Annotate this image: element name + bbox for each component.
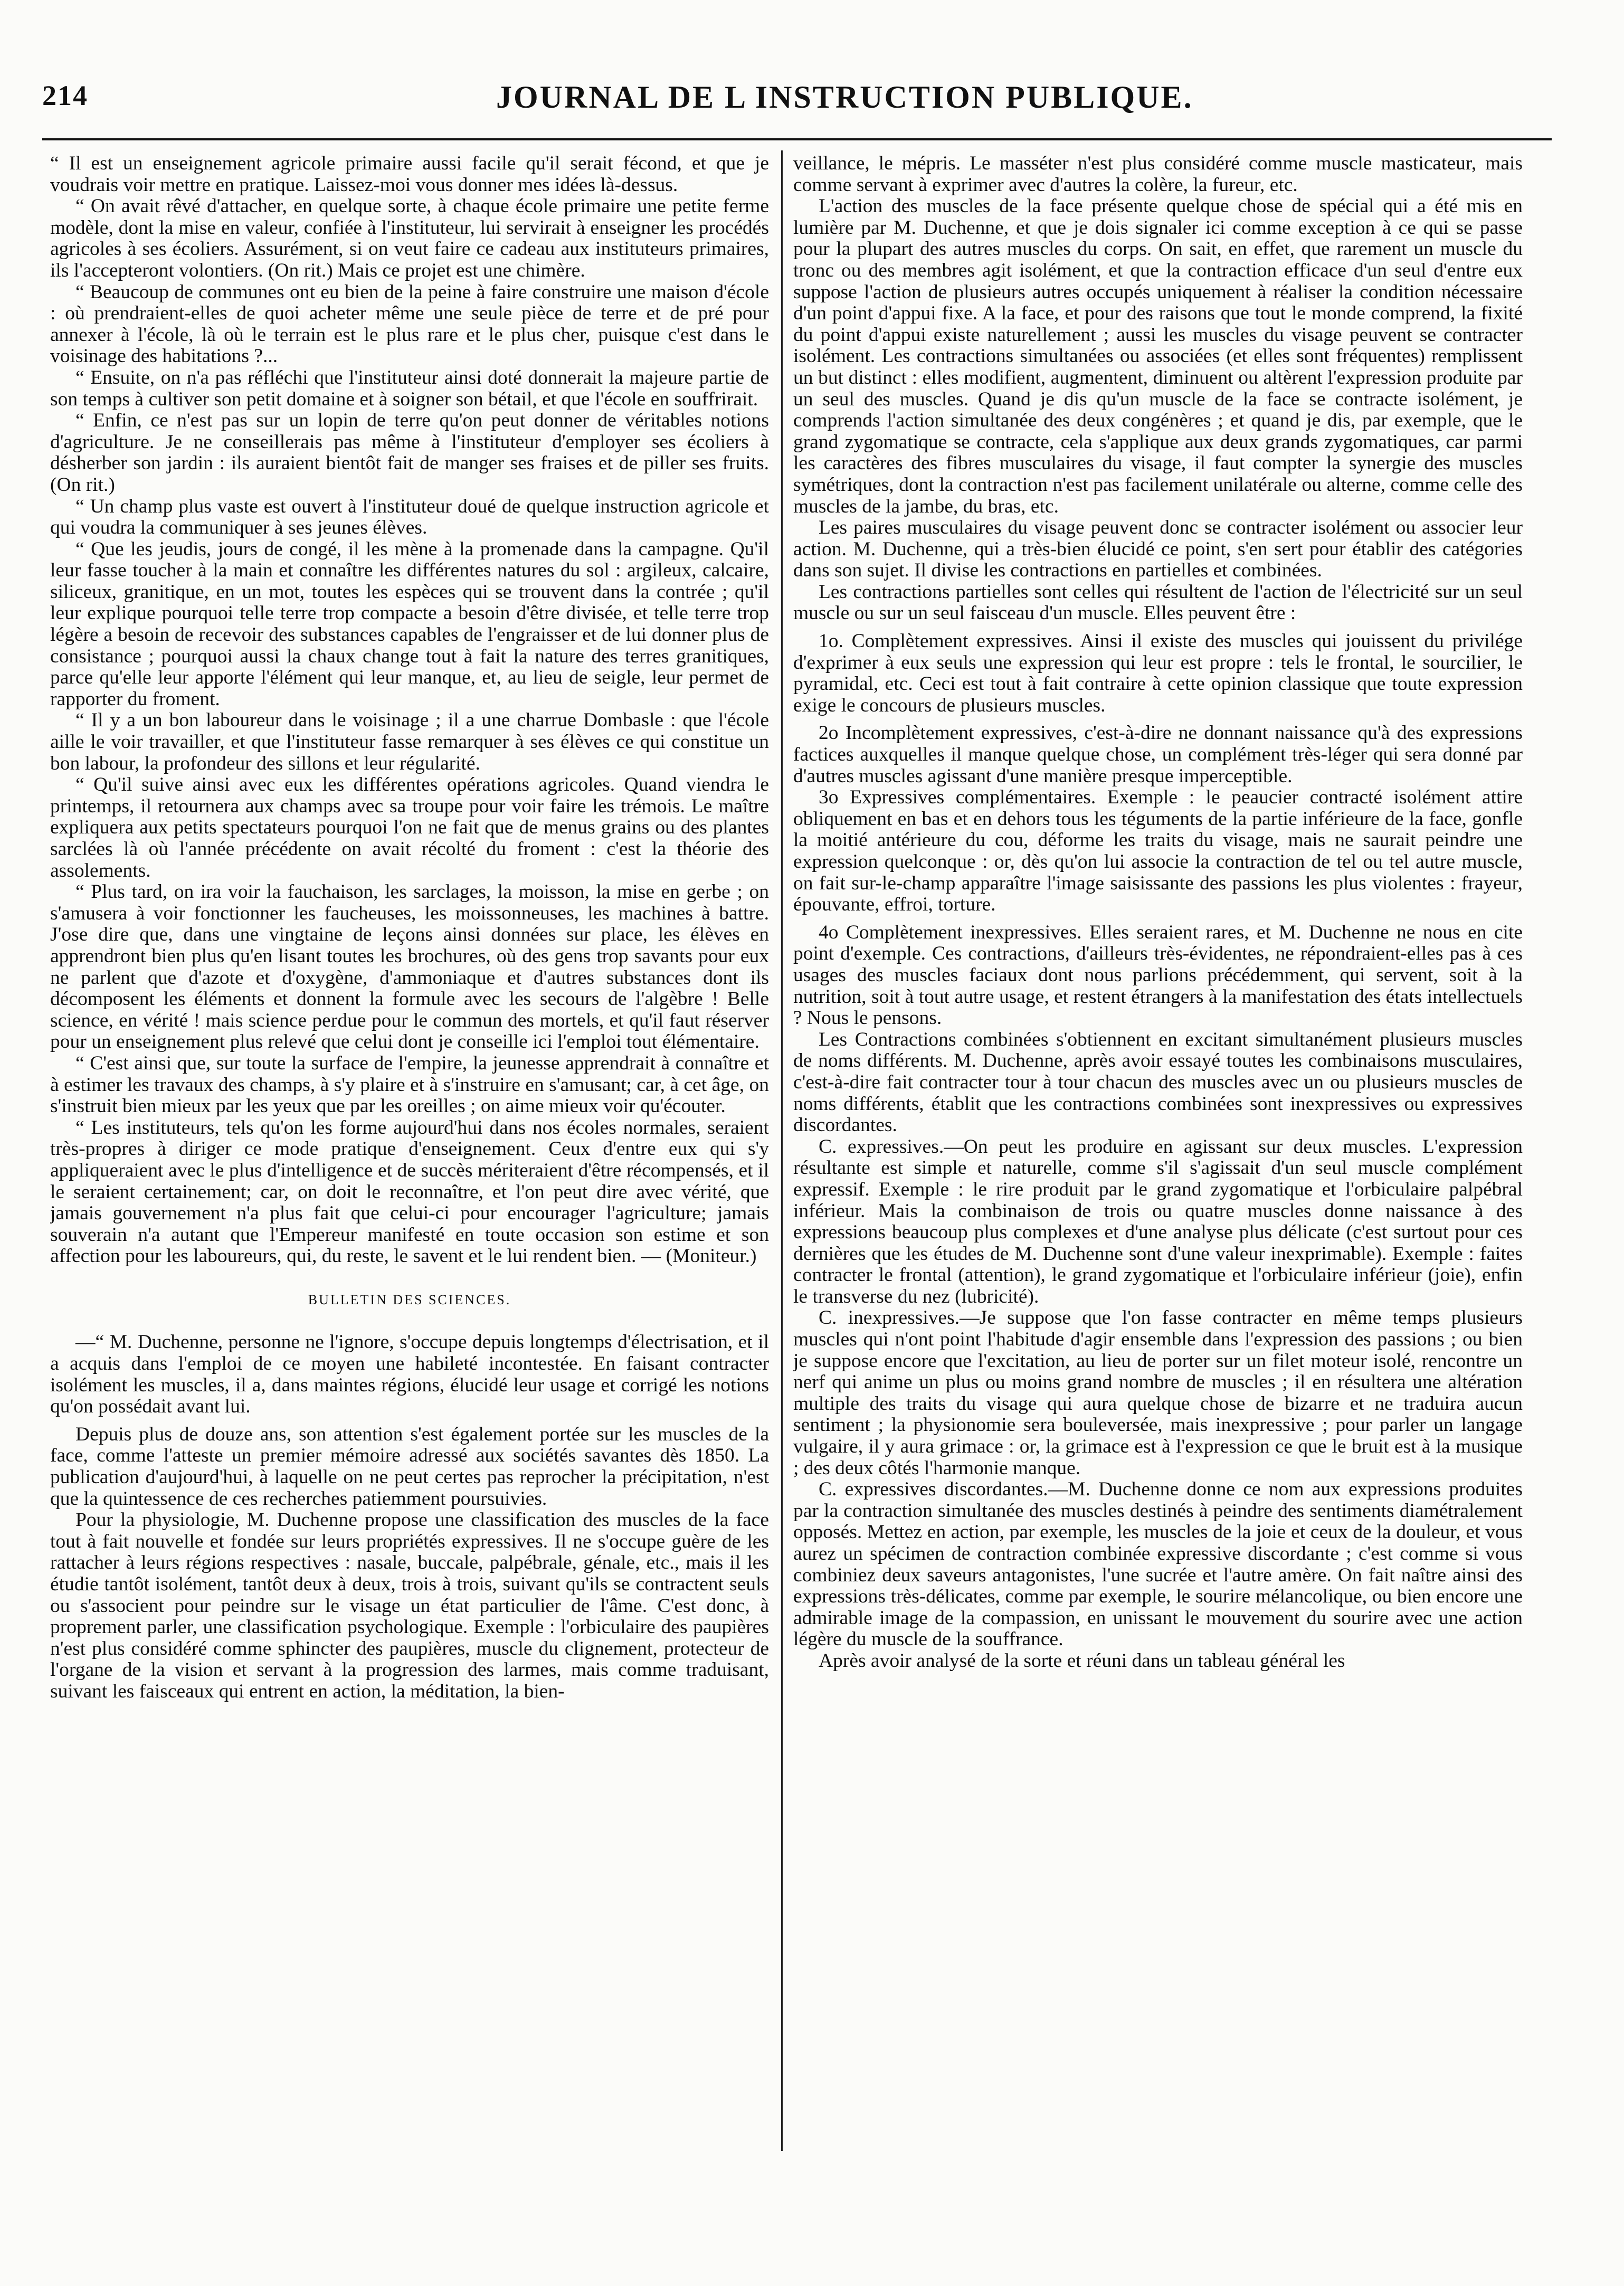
paragraph: “ Enfin, ce n'est pas sur un lopin de terre qu'on peut donner de véritables notions d'agriculture. Je ne conseillerais pas même à l'instituteur d'employer ses écoliers à désherber son jardin : ils auraient bientôt fait de manger ses fraises et de piller ses fruits. (On rit.)	[50, 410, 769, 496]
paragraph: “ Plus tard, on ira voir la fauchaison, les sarclages, la moisson, la mise en gerbe ; on s'amusera à voir fonctionner les faucheuses, les moissonneuses, les machines à battre. J'ose dire que, dans une vingtaine de leçons ainsi données sur place, les élèves en apprendront bien plus qu'en lisant toutes les brochures, où des gens trop savants pour eux ne parlent que d'azote et d'oxygène, d'ammoniaque et d'autres substances dont ils décomposent les éléments et donnent la formule avec les secours de l'algèbre ! Belle science, en vérité ! mais science perdue pour le commun des mortels, et qu'il faut réserver pour un enseignement plus relevé que celui dont je conseille ici l'emploi tout élémentaire.	[50, 881, 769, 1053]
paragraph: L'action des muscles de la face présente quelque chose de spécial qui a été mis en lumière par M. Duchenne, et que je dois signaler ici comme exception à ce qui se passe pour la plupart des autres muscles du corps. On sait, en effet, que rarement un muscle du tronc ou des membres agit isolément, et que la contraction efficace d'un seul d'entre eux suppose l'action de plusieurs autres occupés uniquement à réaliser la condition nécessaire d'un point d'appui fixe. A la face, et pour des raisons que tout le monde comprend, la fixité du point d'appui existe naturellement ; aussi les muscles du visage peuvent se contracter isolément. Les contractions simultanées ou associées (et elles sont fréquentes) remplissent un but distinct : elles modifient, augmentent, diminuent ou altèrent l'expression produite par un seul des muscles. Quand je dis qu'un muscle de la face se contracte isolément, je comprends l'action simultanée des deux congénères ; et quand je dis, par exemple, que le grand zygomatique se contracte, cela s'applique aux deux grands zygomatiques, car parmi les caractères des fibres musculaires du visage, il faut compter la synergie des muscles symétriques, dont la contraction n'est pas facilement unilatérale ou alterne, comme celle des muscles de la jambe, du bras, etc.	[793, 195, 1523, 517]
paragraph: Les paires musculaires du visage peuvent donc se contracter isolément ou associer leur action. M. Duchenne, qui a très-bien élucidé ce point, s'en sert pour établir des catégories dans son sujet. Il divise les contractions en partielles et combinées.	[793, 517, 1523, 582]
paragraph: “ C'est ainsi que, sur toute la surface de l'empire, la jeunesse apprendrait à connaître et à estimer les travaux des champs, à s'y plaire et à s'instruire en s'amusant; car, à cet âge, on s'instruit bien mieux par les yeux que par les oreilles ; on aime mieux voir qu'écouter.	[50, 1052, 769, 1117]
left-column	[50, 153, 769, 2254]
paragraph: veillance, le mépris. Le masséter n'est plus considéré comme muscle masticateur, mais comme servant à exprimer avec d'autres la colère, la fureur, etc.	[793, 153, 1523, 196]
paragraph: “ Les instituteurs, tels qu'on les forme aujourd'hui dans nos écoles normales, seraient très-propres à diriger ce mode pratique d'enseignement. Ceux d'entre eux qui s'y appliqueraient avec le plus d'intelligence et de succès mériteraient d'être récompensés, et il le seraient certainement; car, on doit le reconnaître, et l'on peut dire avec vérité, que jamais gouvernement n'a plus fait que celui-ci pour encourager l'agriculture; jamais souverain n'a autant que l'Empereur manifesté en toute occasion son estime et son affection pour les laboureurs, qui, du reste, le savent et le lui rendent bien. — (Moniteur.)	[50, 1116, 769, 1267]
right-column	[793, 153, 1523, 2254]
paragraph: Depuis plus de douze ans, son attention s'est également portée sur les muscles de la face, comme l'atteste un premier mémoire adressé aux sociétés savantes dès 1850. La publication d'aujourd'hui, à laquelle on ne peut certes pas reprocher la précipitation, n'est que la quintessence de ces recherches patiemment poursuivies.	[50, 1423, 769, 1510]
paragraph: “ Il y a un bon laboureur dans le voisinage ; il a une charrue Dombasle : que l'école aille le voir travailler, et que l'instituteur fasse remarquer à ses élèves ce qui constitue un bon labour, la profondeur des sillons et leur régularité.	[50, 709, 769, 774]
paragraph: Les Contractions combinées s'obtiennent en excitant simultanément plusieurs muscles de noms différents. M. Duchenne, après avoir essayé toutes les combinaisons musculaires, c'est-à-dire fait contracter tour à tour chacun des muscles avec un ou plusieurs muscles de noms différents, établit que les contractions combinées sont inexpressives ou expressives discordantes.	[793, 1028, 1523, 1136]
bulletin-heading: BULLETIN DES SCIENCES.	[308, 1292, 511, 1307]
paragraph: 2o Incomplètement expressives, c'est-à-dire ne donnant naissance qu'à des expressions factices auxquelles il manque quelque chose, un complément très-léger qui sera donné par d'autres muscles agissant d'une manière presque imperceptible.	[793, 722, 1523, 787]
paragraph: “ On avait rêvé d'attacher, en quelque sorte, à chaque école primaire une petite ferme modèle, dont la mise en valeur, confiée à l'instituteur, lui servirait à enseigner les procédés agricoles à ses écoliers. Assurément, si on veut faire ce cadeau aux instituteurs primaires, ils l'accepteront volontiers. (On rit.) Mais ce projet est une chimère.	[50, 195, 769, 281]
paragraph: Après avoir analysé de la sorte et réuni dans un tableau général les	[819, 1649, 1345, 1672]
paragraph: 4o Complètement inexpressives. Elles seraient rares, et M. Duchenne ne nous en cite point d'exemple. Ces contractions, d'ailleurs très-évidentes, ne répondraient-elles pas à ces usages des muscles faciaux dont nous parlions précédemment, qui servent, soit à la nutrition, soit à tout autre usage, et restent étrangers à la manifestation des états intellectuels ? Nous le pensons.	[793, 921, 1523, 1029]
paragraph: C. inexpressives.—Je suppose que l'on fasse contracter en même temps plusieurs muscles qui n'ont point l'habitude d'agir ensemble dans l'expression des passions ; ou bien je suppose encore que l'excitation, au lieu de porter sur un filet moteur isolé, rencontre un nerf qui anime un plus ou moins grand nombre de muscles ; il en résultera une altération multiple des traits du visage qui aura quelque chose de bizarre et ne traduira aucun sentiment ; la physionomie sera bouleversée, mais inexpressive ; pour parler un langage vulgaire, il y aura grimace : or, la grimace est à l'expression ce que le bruit est à la musique ; des deux côtés l'harmonie manque.	[793, 1307, 1523, 1479]
header-rule	[42, 138, 1552, 140]
column-divider	[781, 150, 783, 2151]
journal-title: JOURNAL DE L INSTRUCTION PUBLIQUE.	[496, 80, 1193, 115]
paragraph: “ Il est un enseignement agricole primaire aussi facile qu'il serait fécond, et que je voudrais voir mettre en pratique. Laissez-moi vous donner mes idées là-dessus.	[50, 153, 769, 196]
paragraph: 1o. Complètement expressives. Ainsi il existe des muscles qui jouissent du privilége d'exprimer à eux seuls une expression qui leur est propre : tels le frontal, le sourcilier, le pyramidal, etc. Ceci est tout à fait contraire à cette opinion classique que toute expression exige le concours de plusieurs muscles.	[793, 630, 1523, 716]
paragraph: “ Que les jeudis, jours de congé, il les mène à la promenade dans la campagne. Qu'il leur fasse toucher à la main et connaître les différentes natures du sol : argileux, calcaire, siliceux, granitique, en un mot, toutes les espèces qui se trouvent dans la contrée ; qu'il leur explique pourquoi telle terre trop compacte a besoin d'être divisée, et telle terre trop légère a besoin de recevoir des substances capables de l'engraisser et de lui donner plus de consistance ; pourquoi aussi la chaux change tout à fait la nature des terres granitiques, parce qu'elle leur apporte l'élément qui leur manque, et, au lieu de seigle, leur permet de rapporter du froment.	[50, 538, 769, 710]
page-header	[42, 79, 1552, 132]
paragraph: C. expressives discordantes.—M. Duchenne donne ce nom aux expressions produites par la contraction simultanée des muscles destinés à peindre des sentiments diamétralement opposés. Mettez en action, par exemple, les muscles de la joie et ceux de la douleur, et vous aurez un spécimen de contraction combinée expressive discordante ; c'est comme si vous combiniez deux saveurs antagonistes, l'une sucrée et l'autre amère. On fait naître ainsi des expressions très-délicates, comme par exemple, le sourire mélancolique, ou bien encore une admirable image de la compassion, en unissant le mouvement du sourire avec une action légère du muscle de la souffrance.	[793, 1478, 1523, 1651]
paragraph: —“ M. Duchenne, personne ne l'ignore, s'occupe depuis longtemps d'électrisation, et il a acquis dans l'emploi de ce moyen une habileté incontestée. En faisant contracter isolément les muscles, il a, dans maintes régions, élucidé leur usage et corrigé les notions qu'on possédait avant lui.	[50, 1331, 769, 1418]
paragraph: C. expressives.—On peut les produire en agissant sur deux muscles. L'expression résultante est simple et naturelle, comme s'il s'agissait d'un seul muscle complément expressif. Exemple : le rire produit par le grand zygomatique et l'orbiculaire palpébral inférieur. Mais la combinaison de trois ou quatre muscles donne naissance à des expressions beaucoup plus complexes et d'une analyse plus délicate (c'est surtout pour ces dernières que les études de M. Duchenne sont d'une valeur inexprimable). Exemple : faites contracter le frontal (attention), le grand zygomatique et l'orbiculaire inférieur (joie), enfin le transverse du nez (lubricité).	[793, 1135, 1523, 1307]
paragraph: “ Ensuite, on n'a pas réfléchi que l'instituteur ainsi doté donnerait la majeure partie de son temps à cultiver son petit domaine et à soigner son bétail, et que l'école en souffrirait.	[50, 366, 769, 410]
paragraph: 3o Expressives complémentaires. Exemple : le peaucier contracté isolément attire obliquement en bas et en dehors tous les téguments de la partie inférieure de la face, gonfle la moitié antérieure du cou, déforme les traits du visage, mais ne saurait peindre une expression quelconque : or, dès qu'on lui associe la contraction de tel ou tel autre muscle, on fait sur-le-champ apparaître l'image saisissante des passions les plus violentes : frayeur, épouvante, effroi, torture.	[793, 786, 1523, 916]
page-number: 214	[42, 80, 88, 111]
paragraph: Les contractions partielles sont celles qui résultent de l'action de l'électricité sur un seul muscle ou sur un seul faisceau d'un muscle. Elles peuvent être :	[793, 581, 1523, 624]
paragraph: “ Qu'il suive ainsi avec eux les différentes opérations agricoles. Quand viendra le printemps, il retournera aux champs avec sa troupe pour voir faire les trémois. Le maître expliquera aux petits spectateurs pourquoi l'on ne fait que de menus grains ou des plantes sarclées là où l'année précédente on avait récolté du froment : c'est la théorie des assolements.	[50, 774, 769, 881]
paragraph: “ Un champ plus vaste est ouvert à l'instituteur doué de quelque instruction agricole et qui voudra la communiquer à ses jeunes élèves.	[50, 495, 769, 539]
paragraph: “ Beaucoup de communes ont eu bien de la peine à faire construire une maison d'école : où prendraient-elles de quoi acheter même une seule pièce de terre et de pré pour annexer à l'école, là où le terrain est le plus rare et le plus cher, puisque c'est dans le voisinage des habitations ?...	[50, 281, 769, 367]
paragraph: Pour la physiologie, M. Duchenne propose une classification des muscles de la face tout à fait nouvelle et fondée sur leurs propriétés expressives. Il ne s'occupe guère de les rattacher à leurs régions respectives : nasale, buccale, palpébrale, génale, etc., mais il les étudie tantôt isolément, tantôt deux à deux, trois à trois, suivant qu'ils se contractent seuls ou s'associent pour peindre sur le visage un état particulier de l'âme. C'est donc, à proprement parler, une classification psychologique. Exemple : l'orbiculaire des paupières n'est plus considéré comme sphincter des paupières, muscle du clignement, protecteur de l'organe de la vision et servant à la progression des larmes, mais comme traduisant, suivant les faisceaux qui entrent en action, la méditation, la bien-	[50, 1509, 769, 1702]
